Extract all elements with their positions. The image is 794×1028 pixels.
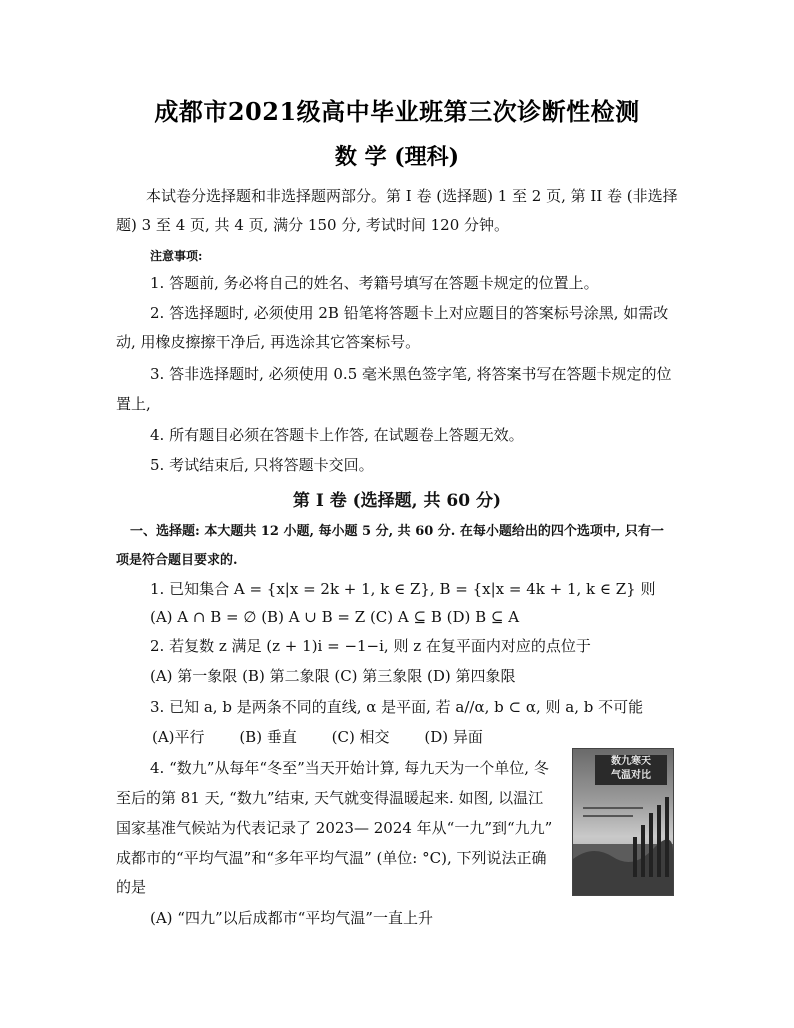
option-b: (B) 垂直: [239, 728, 297, 746]
figure-title-line-2: 气温对比: [611, 770, 651, 781]
notes-heading: 注意事项:: [150, 249, 203, 263]
note-item: 3. 答非选择题时, 必须使用 0.5 毫米黑色签字笔, 将答案书写在答题卡规定的位: [150, 365, 672, 383]
section-instruction-2: 项是符合题目要求的.: [116, 553, 238, 568]
question-4-option-a: (A) “四九”以后成都市“平均气温”一直上升: [150, 909, 433, 927]
note-item: 4. 所有题目必须在答题卡上作答, 在试题卷上答题无效。: [150, 426, 524, 444]
question-2-options: (A) 第一象限 (B) 第二象限 (C) 第三象限 (D) 第四象限: [150, 667, 516, 685]
note-item: 5. 考试结束后, 只将答题卡交回。: [150, 456, 374, 474]
question-1-stem: 1. 已知集合 A = {x|x = 2k + 1, k ∈ Z}, B = {x|x = 4k + 1, k ∈ Z} 则: [150, 580, 656, 598]
note-item: 置上,: [116, 395, 151, 413]
question-4-line: 至后的第 81 天, “数九”结束, 天气就变得温暖起来. 如图, 以温江: [116, 789, 544, 807]
section-instruction-1: 一、选择题: 本大题共 12 小题, 每小题 5 分, 共 60 分. 在每小题给出的四个选项中, 只有一: [130, 524, 664, 539]
intro-line-1: 本试卷分选择题和非选择题两部分。第 I 卷 (选择题) 1 至 2 页, 第 II 卷 (非选择: [146, 187, 678, 205]
note-item: 1. 答题前, 务必将自己的姓名、考籍号填写在答题卡规定的位置上。: [150, 274, 599, 292]
question-3-options: [152, 727, 722, 747]
intro-line-2: 题) 3 至 4 页, 共 4 页, 满分 150 分, 考试时间 120 分钟。: [116, 216, 510, 234]
question-1-options: (A) A ∩ B = ∅ (B) A ∪ B = Z (C) A ⊆ B (D) B ⊆ A: [150, 608, 520, 626]
question-3-stem: 3. 已知 a, b 是两条不同的直线, α 是平面, 若 a//α, b ⊂ α, 则 a, b 不可能: [150, 698, 644, 716]
subject-title: 数 学 (理科): [334, 144, 460, 170]
temperature-figure: [572, 748, 674, 896]
note-item: 2. 答选择题时, 必须使用 2B 铅笔将答题卡上对应题目的答案标号涂黑, 如需改: [150, 304, 669, 322]
question-4-line: 的是: [116, 878, 147, 896]
figure-title: [595, 755, 667, 785]
option-a: (A)平行: [152, 728, 205, 746]
question-4-line: 成都市的“平均气温”和“多年平均气温” (单位: °C), 下列说法正确: [116, 849, 547, 867]
question-2-stem: 2. 若复数 z 满足 (z + 1)i = −1−i, 则 z 在复平面内对应的点位于: [150, 637, 591, 655]
option-d: (D) 异面: [424, 728, 483, 746]
section-heading: 第 I 卷 (选择题, 共 60 分): [292, 491, 502, 511]
question-4-line: 4. “数九”从每年“冬至”当天开始计算, 每九天为一个单位, 冬: [150, 759, 549, 777]
question-4-line: 国家基准气候站为代表记录了 2023— 2024 年从“一九”到“九九”: [116, 819, 553, 837]
note-item: 动, 用橡皮擦擦干净后, 再选涂其它答案标号。: [116, 333, 421, 351]
figure-title-line-1: 数九寒天: [611, 756, 651, 767]
exam-title: 成都市2021级高中毕业班第三次诊断性检测: [154, 97, 640, 126]
option-c: (C) 相交: [331, 728, 390, 746]
